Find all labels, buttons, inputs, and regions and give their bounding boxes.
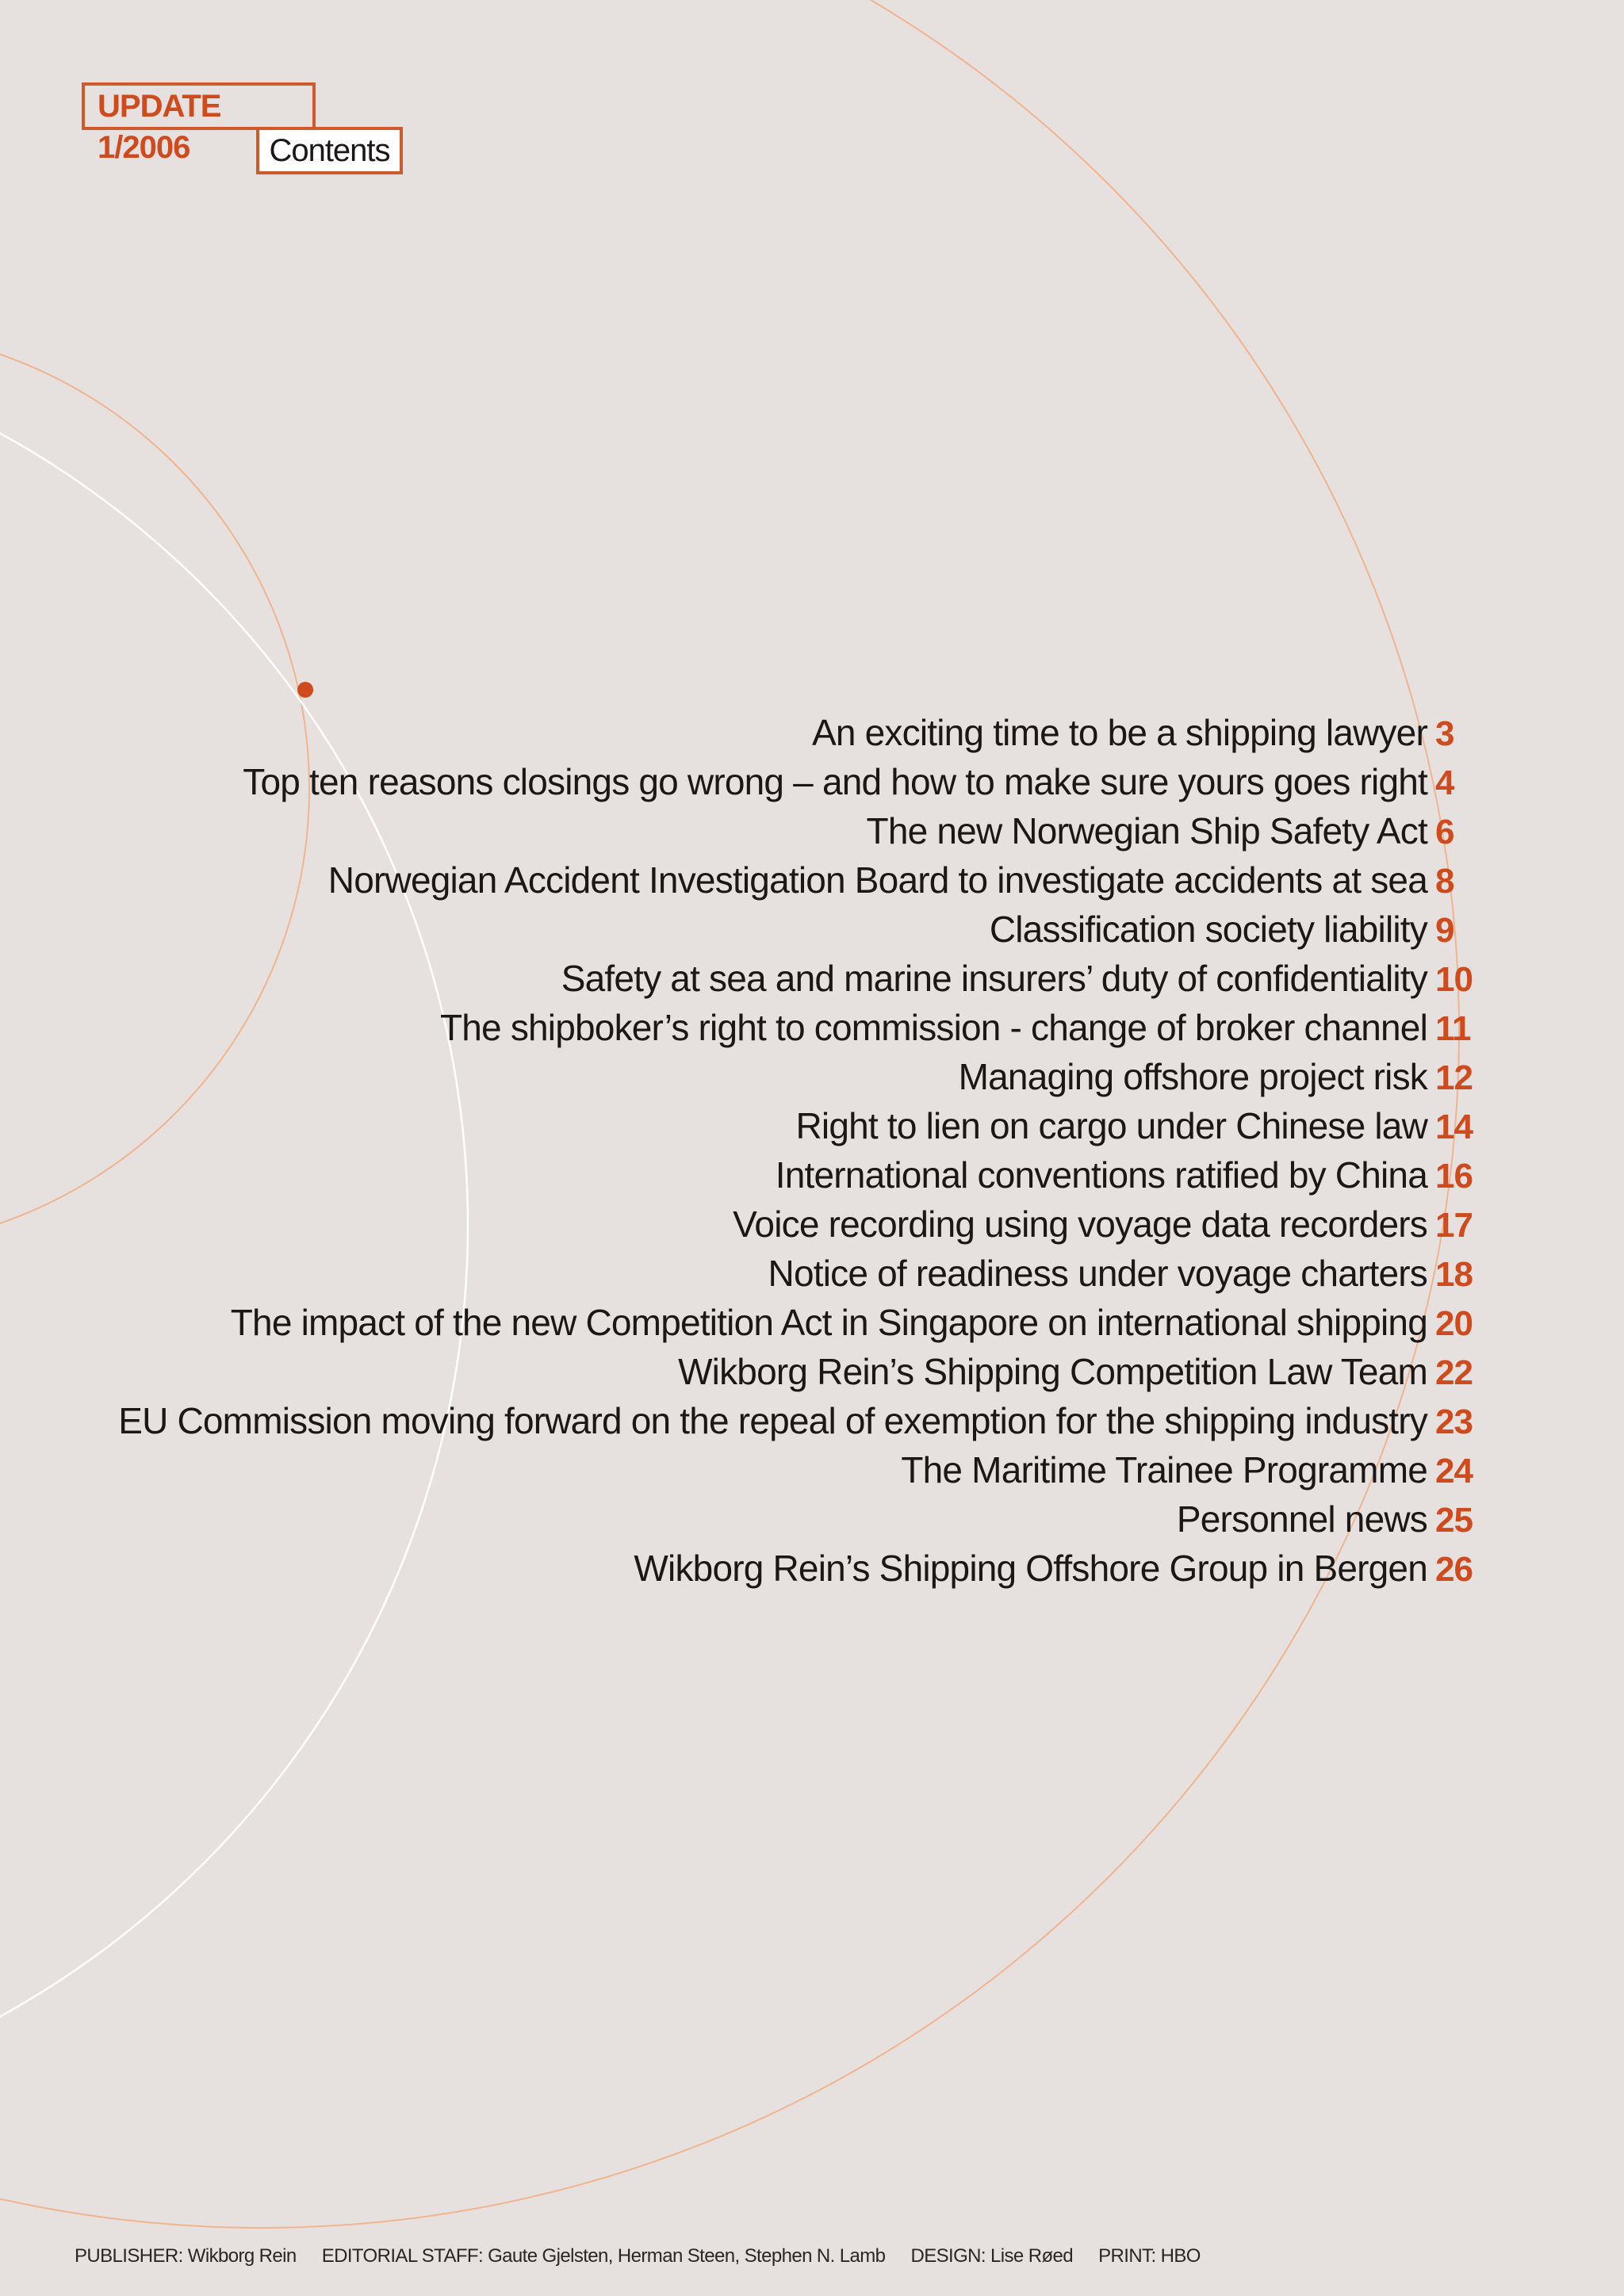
toc-entry-page-number: 9 bbox=[1435, 911, 1454, 950]
toc-entry-title: Right to lien on cargo under Chinese law bbox=[795, 1105, 1427, 1146]
toc-entry[interactable] bbox=[48, 1298, 1483, 1347]
toc-entry[interactable] bbox=[48, 1003, 1483, 1052]
toc-entry-title: Safety at sea and marine insurers’ duty of confidentiality bbox=[561, 958, 1427, 999]
toc-entry-title: EU Commission moving forward on the repeal of exemption for the shipping industry bbox=[118, 1400, 1427, 1441]
toc-entry[interactable] bbox=[48, 1052, 1483, 1101]
toc-entry-page-number: 18 bbox=[1435, 1255, 1473, 1294]
toc-entry[interactable] bbox=[48, 1150, 1483, 1200]
publisher-credit: PUBLISHER: Wikborg Rein bbox=[75, 2245, 297, 2267]
toc-entry[interactable] bbox=[48, 1101, 1483, 1150]
toc-entry-title: Voice recording using voyage data recorders bbox=[733, 1203, 1427, 1245]
toc-entry-page-number: 14 bbox=[1435, 1108, 1473, 1146]
toc-entry-page-number: 23 bbox=[1435, 1402, 1473, 1441]
toc-entry-title: Managing offshore project risk bbox=[958, 1056, 1427, 1097]
toc-entry[interactable] bbox=[48, 855, 1483, 905]
toc-entry[interactable] bbox=[48, 806, 1483, 855]
toc-entry-title: Wikborg Rein’s Shipping Offshore Group in Bergen bbox=[634, 1548, 1427, 1589]
toc-entry-page-number: 26 bbox=[1435, 1550, 1473, 1589]
issue-label: UPDATE 1/2006 bbox=[82, 82, 316, 130]
toc-entry-title: The new Norwegian Ship Safety Act bbox=[866, 810, 1427, 851]
toc-entry[interactable] bbox=[48, 1249, 1483, 1298]
table-of-contents bbox=[48, 708, 1483, 1593]
toc-entry-title: The Maritime Trainee Programme bbox=[901, 1449, 1427, 1490]
design-credit: DESIGN: Lise Røed bbox=[910, 2245, 1074, 2267]
toc-entry-title: Top ten reasons closings go wrong – and how to make sure yours goes right bbox=[243, 761, 1427, 802]
toc-entry[interactable] bbox=[48, 954, 1483, 1003]
toc-entry-page-number: 12 bbox=[1435, 1058, 1473, 1097]
masthead bbox=[82, 82, 399, 178]
toc-entry-page-number: 6 bbox=[1435, 813, 1454, 851]
toc-entry-page-number: 25 bbox=[1435, 1501, 1473, 1540]
toc-entry-title: The shipboker’s right to commission - change of broker channel bbox=[439, 1007, 1427, 1048]
toc-entry-title: Notice of readiness under voyage charters bbox=[768, 1253, 1427, 1294]
orange-dot bbox=[297, 682, 313, 698]
toc-entry[interactable] bbox=[48, 1494, 1483, 1544]
toc-entry-page-number: 22 bbox=[1435, 1353, 1473, 1392]
toc-entry-page-number: 11 bbox=[1435, 1009, 1471, 1048]
colophon bbox=[75, 2245, 1221, 2267]
toc-entry-page-number: 4 bbox=[1435, 763, 1454, 802]
toc-entry[interactable] bbox=[48, 1347, 1483, 1396]
toc-entry-page-number: 20 bbox=[1435, 1304, 1473, 1343]
toc-entry-page-number: 8 bbox=[1435, 862, 1454, 901]
toc-entry-title: An exciting time to be a shipping lawyer bbox=[812, 712, 1427, 753]
toc-entry[interactable] bbox=[48, 1544, 1483, 1593]
toc-entry[interactable] bbox=[48, 1445, 1483, 1494]
toc-entry[interactable] bbox=[48, 757, 1483, 806]
toc-entry-page-number: 3 bbox=[1435, 714, 1454, 753]
toc-entry-page-number: 17 bbox=[1435, 1206, 1473, 1245]
toc-entry-title: Norwegian Accident Investigation Board to investigate accidents at sea bbox=[327, 859, 1427, 901]
toc-entry-page-number: 24 bbox=[1435, 1452, 1473, 1490]
editorial-credit: EDITORIAL STAFF: Gaute Gjelsten, Herman Steen, Stephen N. Lamb bbox=[321, 2245, 886, 2267]
toc-entry[interactable] bbox=[48, 1396, 1483, 1445]
toc-entry-title: International conventions ratified by China bbox=[775, 1154, 1427, 1196]
contents-label: Contents bbox=[256, 127, 403, 174]
toc-entry-title: The impact of the new Competition Act in Singapore on international shipping bbox=[230, 1302, 1427, 1343]
print-credit: PRINT: HBO bbox=[1098, 2245, 1201, 2267]
toc-entry-page-number: 10 bbox=[1435, 960, 1473, 999]
toc-entry[interactable] bbox=[48, 1200, 1483, 1249]
toc-entry-title: Personnel news bbox=[1176, 1498, 1427, 1540]
toc-entry[interactable] bbox=[48, 708, 1483, 757]
toc-entry[interactable] bbox=[48, 905, 1483, 954]
toc-entry-title: Classification society liability bbox=[989, 909, 1427, 950]
toc-entry-title: Wikborg Rein’s Shipping Competition Law Team bbox=[678, 1351, 1427, 1392]
toc-entry-page-number: 16 bbox=[1435, 1157, 1473, 1196]
